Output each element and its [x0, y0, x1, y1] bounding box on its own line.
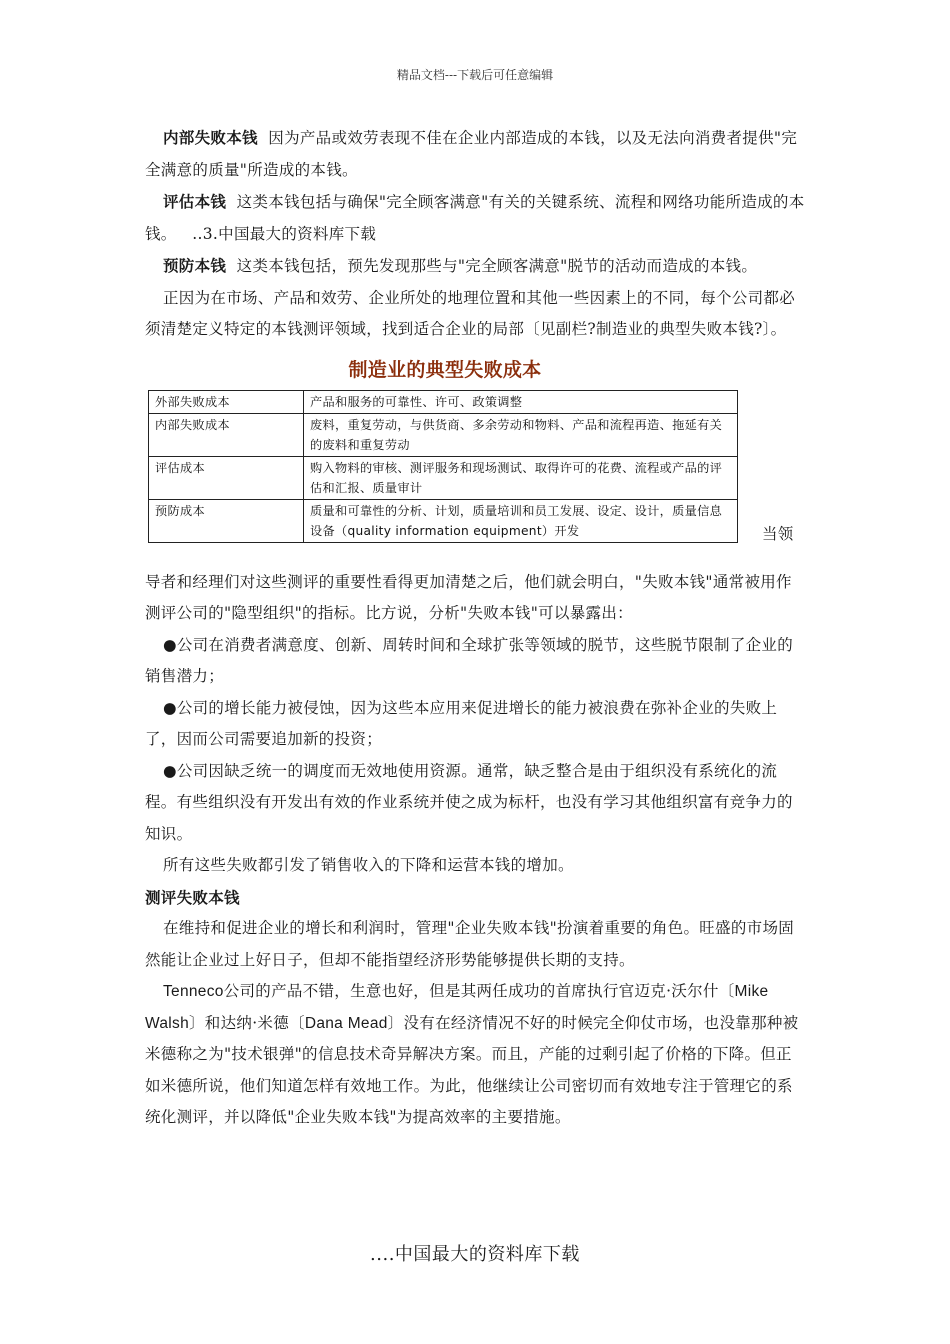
definition-appraisal	[145, 186, 805, 250]
figure-title: 制造业的典型失败成本	[348, 358, 542, 381]
term-text: 因为产品或效劳表现不佳在企业内部造成的本钱，以及无法向消费者提供"完全满意的质量"所造成的本钱。	[145, 129, 798, 179]
bullet-item: ●公司在消费者满意度、创新、周转时间和全球扩张等领域的脱节，这些脱节限制了企业的销售潜力；	[145, 635, 794, 685]
table-cell-category: 评估成本	[149, 456, 304, 499]
paragraph-leaders: 导者和经理们对这些测评的重要性看得更加清楚之后，他们就会明白，"失败本钱"通常被用作测评公司的"隐型组织"的指标。比方说，分析"失败本钱"可以暴露出：	[145, 572, 792, 622]
term-label: 预防本钱	[163, 256, 227, 275]
table-cell-description: 购入物料的审核、测评服务和现场测试、取得许可的花费、流程或产品的评估和汇报、质量审计	[304, 456, 738, 499]
company-name: Tenneco	[163, 983, 224, 1000]
page-header: 精品文档---下载后可任意编辑	[396, 68, 554, 82]
table-cell-category: 内部失败成本	[149, 413, 304, 456]
person-name: Mike Walsh	[145, 983, 769, 1032]
term-text: 这类本钱包括与确保"完全顾客满意"有关的关键系统、流程和网络功能所造成的本钱。	[145, 193, 805, 243]
bullet-item: ●公司因缺乏统一的调度而无效地使用资源。通常，缺乏整合是由于组织没有系统化的流程。有些组织没有开发出有效的作业系统并使之成为标杆，也没有学习其他组织富有竞争力的知识。	[145, 761, 793, 843]
term-text: 这类本钱包括，预先发现那些与"完全顾客满意"脱节的活动而造成的本钱。	[236, 257, 758, 275]
paragraph-tenneco	[145, 976, 805, 1134]
continuation-text: 当领	[762, 525, 794, 543]
table-cell-description: 质量和可靠性的分析、计划，质量培训和员工发展、设定、设计，质量信息设备（quality information equipment）开发	[304, 499, 738, 542]
table-cell-description: 废料，重复劳动，与供货商、多余劳动和物料、产品和流程再造、拖延有关的废料和重复劳动	[304, 413, 738, 456]
table-cell-category: 外部失败成本	[149, 390, 304, 413]
text-segment: 公司的产品不错，生意也好，但是其两任成功的首席执行官迈克·沃尔什〔	[223, 982, 735, 1000]
section-heading: 测评失败本钱	[145, 887, 240, 907]
table-cell-category: 预防成本	[149, 499, 304, 542]
inline-source-note: ..3.中国最大的资料库下载	[192, 224, 377, 243]
text-segment: 〕和达纳·米德〔	[189, 1013, 305, 1032]
term-label: 内部失败本钱	[163, 128, 258, 147]
document-body	[145, 122, 805, 1134]
paragraph-maintain: 在维持和促进企业的增长和利润时，管理"企业失败本钱"扮演着重要的角色。旺盛的市场固然能让企业过上好日子，但却不能指望经济形势能够提供长期的支持。	[145, 919, 795, 969]
figure-row	[145, 390, 805, 543]
definition-prevention	[145, 250, 805, 283]
bullet-item: ●公司的增长能力被侵蚀，因为这些本应用来促进增长的能力被浪费在弥补企业的失败上了，因而公司需要追加新的投资；	[145, 698, 778, 748]
paragraph-intro: 正因为在市场、产品和效劳、企业所处的地理位置和其他一些因素上的不同，每个公司都必须清楚定义特定的本钱测评领域，找到适合企业的局部〔见副栏?制造业的典型失败本钱?〕。	[145, 288, 796, 338]
table-row	[149, 499, 738, 542]
paragraph-summary: 所有这些失败都引发了销售收入的下降和运营本钱的增加。	[163, 856, 574, 874]
person-name: Dana Mead	[304, 1014, 388, 1032]
failure-cost-table	[148, 390, 738, 543]
table-row	[149, 456, 738, 499]
table-cell-description: 产品和服务的可靠性、许可、政策调整	[304, 390, 738, 413]
table-row	[149, 390, 738, 413]
page-footer: ....中国最大的资料库下载	[370, 1244, 580, 1265]
definition-internal-failure	[145, 122, 805, 186]
term-label: 评估本钱	[163, 192, 227, 211]
text-segment: 〕没有在经济情况不好的时候完全仰仗市场，也没靠那种被米德称之为"技术银弹"的信息技术奇异解决方案。而且，产能的过剩引起了价格的下降。但正如米德所说，他们知道怎样有效地工作。为此，他继续让公司密切而有效地专注于管理它的系统化测评，并以降低"企业失败本钱"为提高效率的主要措施。	[145, 1013, 799, 1126]
table-row	[149, 413, 738, 456]
